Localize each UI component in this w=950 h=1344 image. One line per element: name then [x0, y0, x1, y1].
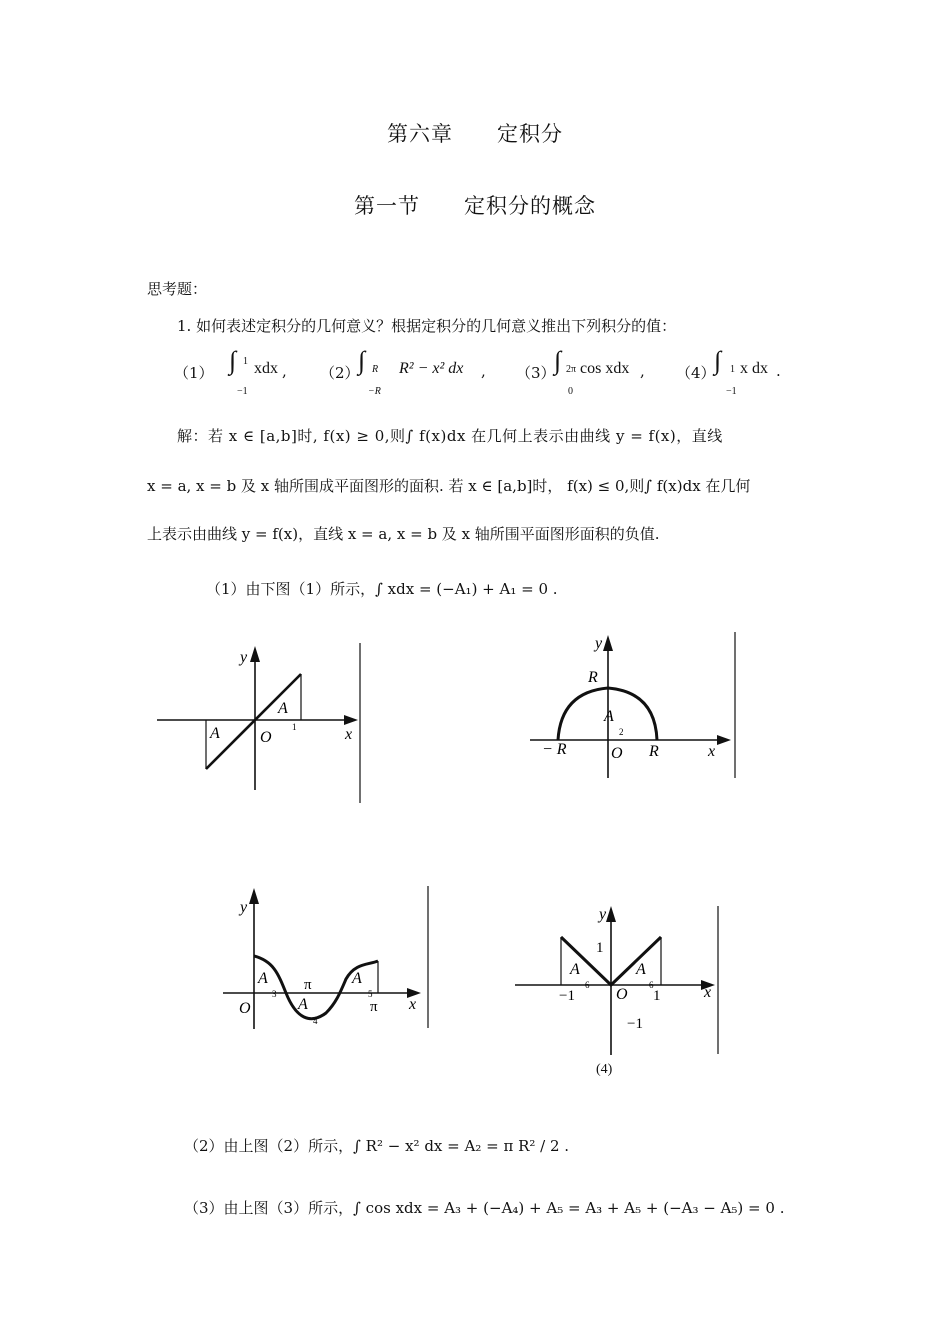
upper-limit: 1 [730, 364, 735, 375]
area-left-label: A [570, 961, 580, 978]
y-arrow [249, 888, 259, 904]
y-tick-1: 1 [596, 940, 604, 956]
solution-case-3: （3）由上图（3）所示，∫ cos xdx = A₃ + (−A₄) + A₅ = A₃ + A₅ + (−A₃ − A₅) = 0 . [184, 1199, 785, 1217]
item-3-label: （3） [516, 364, 556, 382]
x-label: x [409, 996, 417, 1013]
origin-label: O [616, 986, 628, 1003]
origin-label: O [260, 729, 272, 746]
y-label: y [599, 906, 607, 923]
y-label: y [240, 649, 248, 666]
x-label: x [704, 984, 712, 1001]
area-right-label: A [636, 961, 646, 978]
lower-limit: −1 [237, 386, 248, 397]
area-4-label: A [298, 996, 308, 1013]
comma: , [481, 362, 486, 380]
neg-radius-label: − R [542, 741, 567, 758]
question-1: 1. 如何表述定积分的几何意义？根据定积分的几何意义推出下列积分的值： [177, 317, 677, 335]
figure-4-absolute [510, 900, 730, 1060]
area-right-subscript: 6 [649, 980, 654, 990]
x-tick-1: 1 [653, 988, 661, 1004]
integral-sign: ∫ [358, 346, 366, 375]
line-y-equals-x [206, 674, 301, 769]
area-left-label: A [210, 725, 220, 742]
item-1-label: （1） [174, 364, 214, 382]
area-left-subscript: 6 [585, 980, 590, 990]
x-label: x [708, 743, 716, 760]
y-arrow [606, 906, 616, 922]
pi-label: π [370, 999, 378, 1015]
think-label: 思考题： [147, 280, 208, 298]
period: . [776, 362, 781, 380]
cosine-curve [254, 956, 378, 1019]
area-3-subscript: 3 [272, 989, 277, 999]
x-label: x [345, 726, 353, 743]
area-4-subscript: 4 [313, 1016, 318, 1026]
figure-2-semicircle [525, 630, 750, 780]
item-1-body: xdx [254, 360, 278, 377]
area-subscript: 1 [292, 722, 297, 732]
x-arrow [344, 715, 358, 725]
area-5-subscript: 5 [368, 989, 373, 999]
x-tick-neg-1: −1 [559, 988, 575, 1004]
x-arrow [717, 735, 731, 745]
chapter-title: 第六章 定积分 [387, 122, 563, 146]
solution-case-2: （2）由上图（2）所示，∫ R² − x² dx = A₂ = π R² / 2 . [184, 1137, 570, 1155]
item-3-body: cos xdx [580, 360, 630, 377]
comma: , [282, 362, 287, 380]
y-arrow [603, 635, 613, 651]
item-2-label: （2） [320, 364, 360, 382]
pi-half-label: π [304, 977, 312, 993]
radius-top-label: R [588, 669, 598, 686]
integral-items [174, 346, 814, 402]
upper-limit: 2π [566, 364, 577, 375]
area-label: A [604, 708, 614, 725]
solution-line-1: 解：若 x ∈ [a,b]时, f(x) ≥ 0,则∫ f(x)dx 在几何上表示由曲线 y = f(x)，直线 [177, 427, 723, 445]
y-tick-neg-1: −1 [627, 1016, 643, 1032]
area-3-label: A [258, 970, 268, 987]
solution-line-3: 上表示由曲线 y = f(x)，直线 x = a, x = b 及 x 轴所围平面图形面积的负值. [147, 525, 660, 543]
upper-limit: R [372, 364, 379, 375]
solution-case-1: （1）由下图（1）所示，∫ xdx = (−A₁) + A₁ = 0 . [206, 580, 558, 598]
item-4-body: x dx [740, 360, 768, 377]
integral-sign: ∫ [714, 346, 722, 375]
y-arrow [250, 646, 260, 662]
figure-1-linear [150, 640, 375, 805]
figure-3-cosine [218, 883, 438, 1033]
item-4-label: （4） [676, 364, 716, 382]
y-label: y [595, 635, 603, 652]
origin-label: O [611, 745, 623, 762]
upper-limit: 1 [243, 356, 248, 367]
integral-sign: ∫ [554, 346, 562, 375]
radius-right-label: R [649, 743, 659, 760]
solution-line-2: x = a, x = b 及 x 轴所围成平面图形的面积. 若 x ∈ [a,b]时， f(x) ≤ 0,则∫ f(x)dx 在几何 [147, 477, 751, 495]
integral-sign: ∫ [229, 346, 237, 375]
comma: , [640, 362, 645, 380]
y-label: y [240, 899, 248, 916]
lower-limit: −1 [726, 386, 737, 397]
lower-limit: 0 [568, 386, 573, 397]
area-5-label: A [352, 970, 362, 987]
area-subscript: 2 [619, 727, 624, 737]
origin-label: O [239, 1000, 251, 1017]
figure-4-caption: (4) [596, 1062, 613, 1077]
item-2-body: R² − x² dx [399, 360, 464, 377]
area-right-label: A [278, 700, 288, 717]
lower-limit: −R [368, 386, 381, 397]
section-title: 第一节 定积分的概念 [354, 194, 596, 218]
